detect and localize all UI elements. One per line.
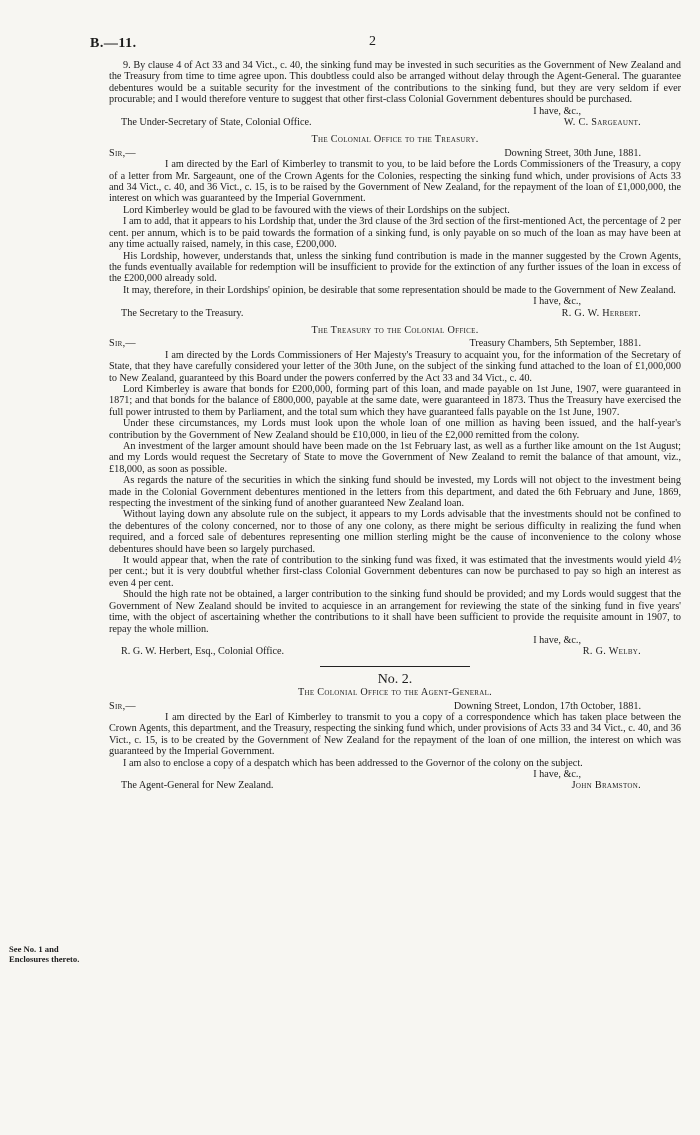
paragraph: It may, therefore, in their Lordships' opinion, be desirable that some representation should be made to the Government of New Zealand. (123, 284, 676, 296)
paragraph: Under these circumstances, my Lords must look upon the whole loan of one million as having been issued, and the half-year's contribution by the Government of New Zealand should be £10,000, in lieu of the £2,000 remitted from the colony. (109, 418, 681, 441)
signature: R. G. Welby. (582, 646, 641, 658)
document-reference: B.—11. (90, 36, 137, 51)
paragraph: It would appear that, when the rate of contribution to the sinking fund was fixed, it was estimated that the investments would yield 4½ per cent.; but it is very doubtful whether first-class Colonial Government debentures can now be purchased to pay so high an interest as even 4 per cent. (109, 555, 681, 589)
closing: I have, &c., (533, 296, 581, 308)
paragraph: Lord Kimberley would be glad to be favoured with the views of their Lordships on the subject. (123, 204, 510, 216)
letter-heading: The Treasury to the Colonial Office. (311, 324, 479, 336)
paragraph: I am directed by the Earl of Kimberley to transmit to you a copy of a correspondence which has taken place between the Crown Agents, this department, and the Treasury, respecting the sinking fund which, under provisions of Acts 33 and 34 Vict., c. 40, and 36 Vict., c. 15, is to be created by the Government of New Zealand for the repayment of the loan of one million, the interest on which was guaranteed by the Imperial Government. (109, 711, 681, 758)
paragraph: I am directed by the Lords Commissioners of Her Majesty's Treasury to acquaint you, for the information of the Secretary of State, that they have carefully considered your letter of the 30th June, on the subject of the sinking fund attached to the loan of £1,000,000 to New Zealand, guaranteed by this Board under the powers conferred by the Act 33 and 34 Vict., c. 40. (109, 349, 681, 384)
signature: W. C. Sargeaunt. (563, 117, 641, 129)
margin-note: See No. 1 and Enclosures thereto. (9, 944, 80, 964)
letter-heading: The Colonial Office to the Treasury. (311, 134, 479, 146)
addressee: The Under-Secretary of State, Colonial Office. (121, 117, 312, 129)
letter-heading: The Colonial Office to the Agent-General. (297, 687, 493, 699)
page-number: 2 (369, 34, 376, 49)
signature: R. G. W. Herbert. (561, 307, 641, 319)
sign-off-row (109, 646, 681, 657)
salutation: Sir,— (109, 147, 136, 159)
paragraph: I am directed by the Earl of Kimberley to transmit to you, to be laid before the Lords Commissioners of the Treasury, a copy of a letter from Mr. Sargeaunt, one of the Crown Agents for the Colonies, respecting the sinking fund which, under provisions of Acts 33 and 34 Vict., c. 40, and 36 Vict., c. 15, is to be raised by the Government of New Zealand, for the repayment of the loan of £1,000,000, the interest on which was guaranteed by the Imperial Government. (109, 159, 681, 205)
salutation: Sir,— (109, 338, 136, 350)
closing: I have, &c., (533, 634, 581, 646)
paragraph: His Lordship, however, understands that, unless the sinking fund contribution is made in the manner suggested by the Crown Agents, the funds eventually available for redemption will be insufficient to provide for the extinction of any further issues of the loan in excess of the £200,000 already sold. (109, 250, 681, 285)
document-body (109, 60, 681, 792)
section-title: No. 2. (377, 671, 413, 687)
closing: I have, &c., (533, 105, 581, 117)
sign-off-row (109, 117, 681, 128)
signature: John Bramston. (571, 780, 641, 792)
sign-off-row (109, 308, 681, 319)
salutation-row (109, 148, 681, 159)
paragraph: Without laying down any absolute rule on the subject, it appears to my Lords advisable that the investments should not be confined to the debentures of the colony concerned, nor to those of any one colony, as there might be serious difficulty in realizing the fund when required, and a forced sale of debentures representing one million sterling might be the cause of inconvenience to the colony whose debentures should have been so largely purchased. (109, 509, 681, 555)
salutation-row (109, 338, 681, 349)
addressee: The Agent-General for New Zealand. (121, 780, 274, 792)
paragraph: An investment of the larger amount should have been made on the 1st February last, as well as a further like amount on the 1st August; and my Lords would request the Secretary of State to move the Government of New Zealand to remit the balance of that amount, viz., £18,000, as soon as possible. (109, 441, 681, 475)
paragraph: 9. By clause 4 of Act 33 and 34 Vict., c. 40, the sinking fund may be invested in such securities as the Government of New Zealand and the Treasury from time to time agree upon. This doubtless could also be arranged without delay through the Agent-General. The guarantee debentures would be a suitable security for the investment of the contributions to the sinking fund, but they are very seldom if ever procurable; and I would therefore venture to suggest that other first-class Colonial Government debentures should be purchased. (109, 60, 681, 106)
place-date: Downing Street, 30th June, 1881. (504, 147, 641, 159)
paragraph: I am to add, that it appears to his Lordship that, under the 3rd clause of the 3rd section of the first-mentioned Act, the percentage of 2 per cent. per annum, which is to be paid towards the formation of a sinking fund, is only payable on so much of the loan as may have been at any time actually raised, namely, in this case, £200,000. (109, 216, 681, 251)
addressee: The Secretary to the Treasury. (121, 307, 244, 319)
sign-off-row (109, 780, 681, 791)
salutation-row (109, 701, 681, 712)
place-date: Downing Street, London, 17th October, 1881. (453, 700, 641, 712)
paragraph: Should the high rate not be obtained, a larger contribution to the sinking fund should be provided; and my Lords would suggest that the Government of New Zealand should be invited to acquiesce in an arrangement for reviewing the state of the sinking fund in five years' time, with the object of ascertaining whether the contributions to it shall have been sufficient to provide the requisite amount in 1907, to repay the whole million. (109, 589, 681, 635)
paragraph: Lord Kimberley is aware that bonds for £200,000, forming part of this loan, and made payable on 1st June, 1907, were guaranteed in 1871; and that bonds for the balance of £800,000, payable at the same date, were guaranteed in 1873. Thus the Treasury have exercised the full power intrusted to them by Parliament, and the total sum which they have guaranteed falls payable on the 1st June, 1907. (109, 383, 681, 418)
closing: I have, &c., (533, 768, 581, 780)
paragraph: I am also to enclose a copy of a despatch which has been addressed to the Governor of the colony on the subject. (123, 757, 583, 769)
section-divider (320, 666, 470, 667)
place-date: Treasury Chambers, 5th September, 1881. (469, 338, 641, 350)
paragraph: As regards the nature of the securities in which the sinking fund should be invested, my Lords will not object to the investment being made in the Colonial Government debentures mentioned in the letters from this department, and dated the 6th February and June, 1869, respecting the investment of the sinking fund of another guaranteed New Zealand loan. (109, 475, 681, 510)
addressee: R. G. W. Herbert, Esq., Colonial Office. (121, 646, 285, 658)
salutation: Sir,— (109, 700, 136, 712)
